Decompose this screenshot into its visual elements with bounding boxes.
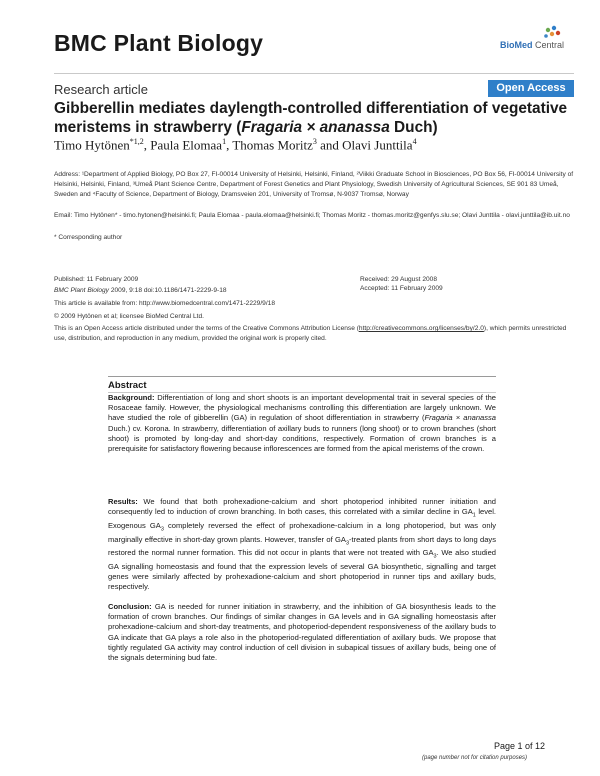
header-divider [54,73,574,74]
author-separator: and [316,137,343,153]
abstract-heading: Abstract [108,380,147,391]
author-emails: Email: Timo Hytönen* - timo.hytonen@helsinki.fi; Paula Elomaa - paula.elomaa@helsinki.fi; Thomas Moritz - thomas.moritz@genfys.slu.se; Olavi Junttila - olavi.junttila@ib.uit.no [54,212,570,219]
abstract-results: Results: We found that both prohexadione-calcium and short photoperiod inhibited runner initiation and consequently led to induction of crown branching. In both cases, this correlated with a similar decline in $GA_1$ level. Exogenous $GA_3$ completely reversed the effect of prohexadione-calcium in a long photoperiod, but was only marginally effective in short-day grown plants. However, transfer of $GA_3$-treated plants from short days to long days restored the normal runner formation. This did not occur in plants that were not treated with $GA_3$. We also studied GA signalling homeostasis and found that the expression levels of several GA biosynthetic, signalling and target genes were similarly affected by prohexadione-calcium and short photoperiod in runner tips and axillary buds, respectively. [108,497,496,592]
author-separator: , [226,137,233,153]
author-affiliation-mark: *1,2 [129,137,144,146]
license-notice: This is an Open Access article distributed under the terms of the Creative Commons Attribution License (http://creativecommons.org/licenses/by/2.0), which permits unrestricted use, distribution, and reproduction in any medium, provided the original work is properly cited. [54,325,567,342]
accepted-date: Accepted: 11 February 2009 [360,285,443,292]
copyright-notice: © 2009 Hytönen et al; licensee BioMed Central Ltd. [54,313,205,320]
author-name: Paula Elomaa [150,137,223,153]
abstract-background: Background: Differentiation of long and short shoots is an important developmental trait in several species of the Rosaceae family. However, the physiological mechanisms controlling this differentiation are largely unknown. We have studied the role of gibberellin (GA) in regulation of shoot differentiation in strawberry (Fragaria × ananassa Duch.) cv. Korona. In strawberry, differentiation of axillary buds to runners (long shoot) or to crown branches (short shoot) is promoted by long-day and short-day conditions, respectively. Formation of crown branches is a prerequisite for satisfactory flowering because inflorescences are formed from the apical meristems of the crown. [108,393,496,454]
article-type: Research article [54,82,148,97]
published-date: Published: 11 February 2009 [54,276,139,283]
article-title: Gibberellin mediates daylength-controlled differentiation of vegetative meristems in strawberry (Fragaria × ananassa Duch) [54,100,568,136]
author-separator: , [143,137,151,153]
author-list [54,137,574,153]
author-name: Thomas Moritz [232,137,313,153]
author-affiliation-mark: 4 [412,137,417,146]
author-affiliation-mark: 1 [222,137,227,146]
citation: BMC Plant Biology 2009, 9:18 doi:10.1186/1471-2229-9-18 [54,287,227,294]
affiliation-address: Address: ¹Department of Applied Biology, PO Box 27, FI-00014 University of Helsinki, Helsinki, Finland, ²Viikki Graduate School in Biosciences, PO Box 56, FI-00014 University of Helsinki, Helsinki, Finland, ³Umeå Plant Science Centre, Department of Forest Genetics and Plant Physiology, Swedish University of Agricultural Sciences, SE 901 83 Umeå, Sweden and ⁴Faculty of Science, Department of Biology, Dramsveien 201, University of Tromsø, N-9037 Tromsø, Norway [54,171,574,198]
publisher-logo [488,24,574,54]
page-number: Page 1 of 12 [494,741,546,751]
article-url: This article is available from: http://www.biomedcentral.com/1471-2229/9/18 [54,300,275,307]
received-date: Received: 29 August 2008 [360,276,437,283]
publisher-name: BioMed Central [500,40,565,50]
open-access-badge: Open Access [488,80,574,97]
author-affiliation-mark: 3 [312,137,317,146]
author-name: Olavi Junttila [342,137,413,153]
abstract-section [108,376,496,683]
abstract-conclusion: Conclusion: GA is needed for runner initiation in strawberry, and the inhibition of GA biosynthesis leads to the formation of crown branches. Our findings of similar changes in GA levels and in GA signalling homeostasis after prohexadione-calcium and short-day treatments, and photoperiod-dependent responsiveness of the axillary buds to GA indicate that GA plays a role also in the photoperiod-regulated differentiation of axillary buds. We propose that tightly regulated GA activity may control induction of cell division in subapical tissues of axillary buds, being one of the signals determining bud fate. [108,602,496,663]
page-number-note: (page number not for citation purposes) [422,755,528,761]
author-name: Timo Hytönen [54,137,130,153]
corresponding-author-note: * Corresponding author [54,234,123,241]
journal-title: BMC Plant Biology [54,30,264,56]
license-link[interactable]: http://creativecommons.org/licenses/by/2.0 [358,325,484,332]
